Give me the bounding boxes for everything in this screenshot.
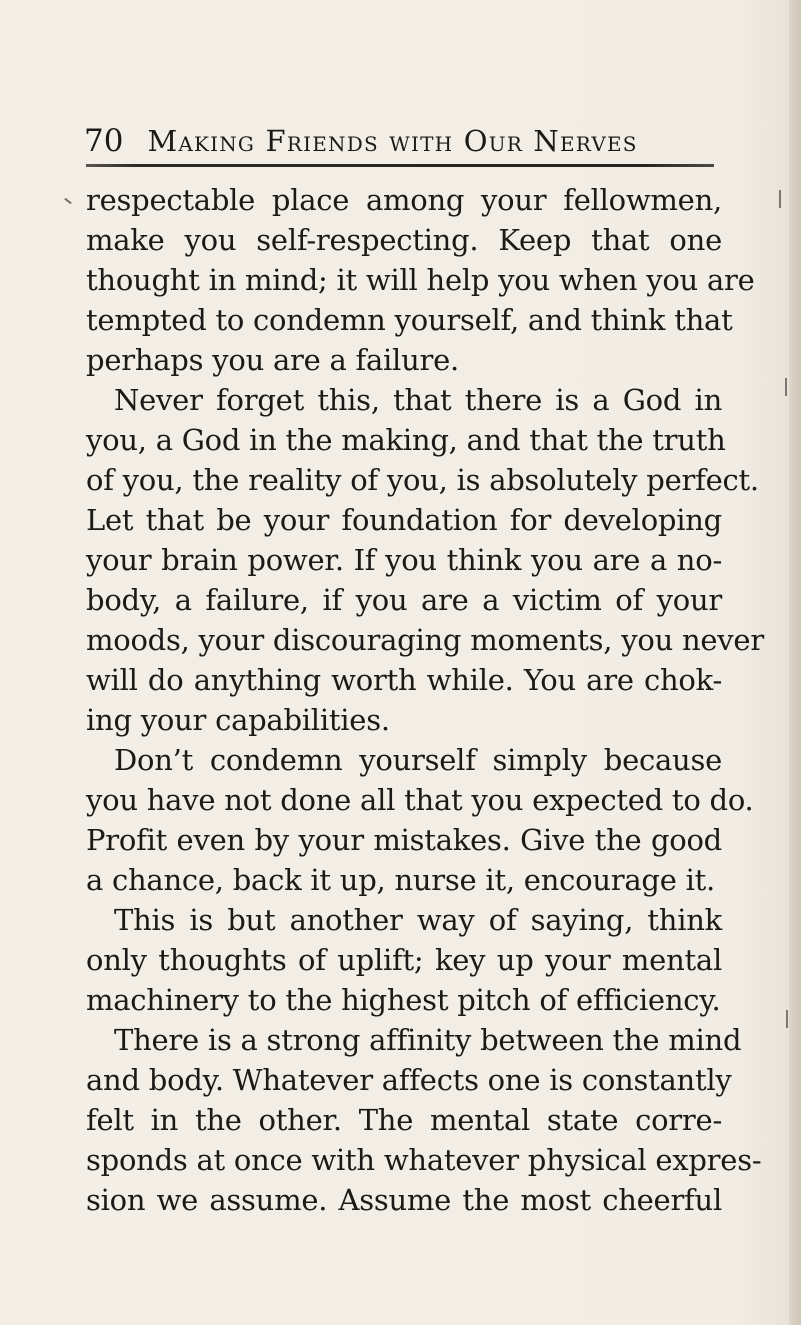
text-line: Don’t condemn yourself simply because <box>114 743 722 777</box>
text-line: of you, the reality of you, is absolutely perfect. <box>86 463 759 497</box>
text-line: This is but another way of saying, think <box>114 903 722 937</box>
text-line: you have not done all that you expected to do. <box>86 783 754 817</box>
body-text <box>86 180 764 1220</box>
text-line: moods, your discouraging moments, you never <box>86 623 764 657</box>
text-line: machinery to the highest pitch of efficiency. <box>86 983 721 1017</box>
text-line: your brain power. If you think you are a no- <box>86 543 722 577</box>
text-line: There is a strong affinity between the mind <box>114 1023 742 1057</box>
page-number: 70 <box>84 123 124 159</box>
margin-dot <box>779 190 781 208</box>
text-line: and body. Whatever affects one is constantly <box>86 1063 732 1097</box>
page-edge-shadow <box>789 0 801 1325</box>
text-line: ing your capabilities. <box>86 703 390 737</box>
text-line: thought in mind; it will help you when you are <box>86 263 755 297</box>
text-line: only thoughts of uplift; key up your mental <box>86 943 722 977</box>
margin-dot <box>785 378 787 396</box>
text-line: tempted to condemn yourself, and think that <box>86 303 733 337</box>
text-line: Let that be your foundation for developing <box>86 503 722 537</box>
margin-dot <box>786 1010 788 1028</box>
text-line: body, a failure, if you are a victim of your <box>86 583 722 617</box>
text-line: a chance, back it up, nurse it, encourage it. <box>86 863 716 897</box>
text-line: perhaps you are a failure. <box>86 343 459 377</box>
text-line: sion we assume. Assume the most cheerful <box>86 1183 722 1217</box>
text-line: respectable place among your fellowmen, <box>86 183 722 217</box>
text-line: Never forget this, that there is a God in <box>114 383 722 417</box>
book-title: Making Friends with Our Nerves <box>147 124 638 158</box>
text-line: sponds at once with whatever physical expres- <box>86 1143 762 1177</box>
text-line: felt in the other. The mental state corre- <box>86 1103 722 1137</box>
text-line: will do anything worth while. You are chok- <box>86 663 722 697</box>
header-rule <box>86 164 714 167</box>
text-line: Profit even by your mistakes. Give the good <box>86 823 722 857</box>
text-line: you, a God in the making, and that the truth <box>86 423 726 457</box>
text-line: make you self-respecting. Keep that one <box>86 223 722 257</box>
margin-mark <box>64 198 72 205</box>
running-header <box>84 123 704 166</box>
